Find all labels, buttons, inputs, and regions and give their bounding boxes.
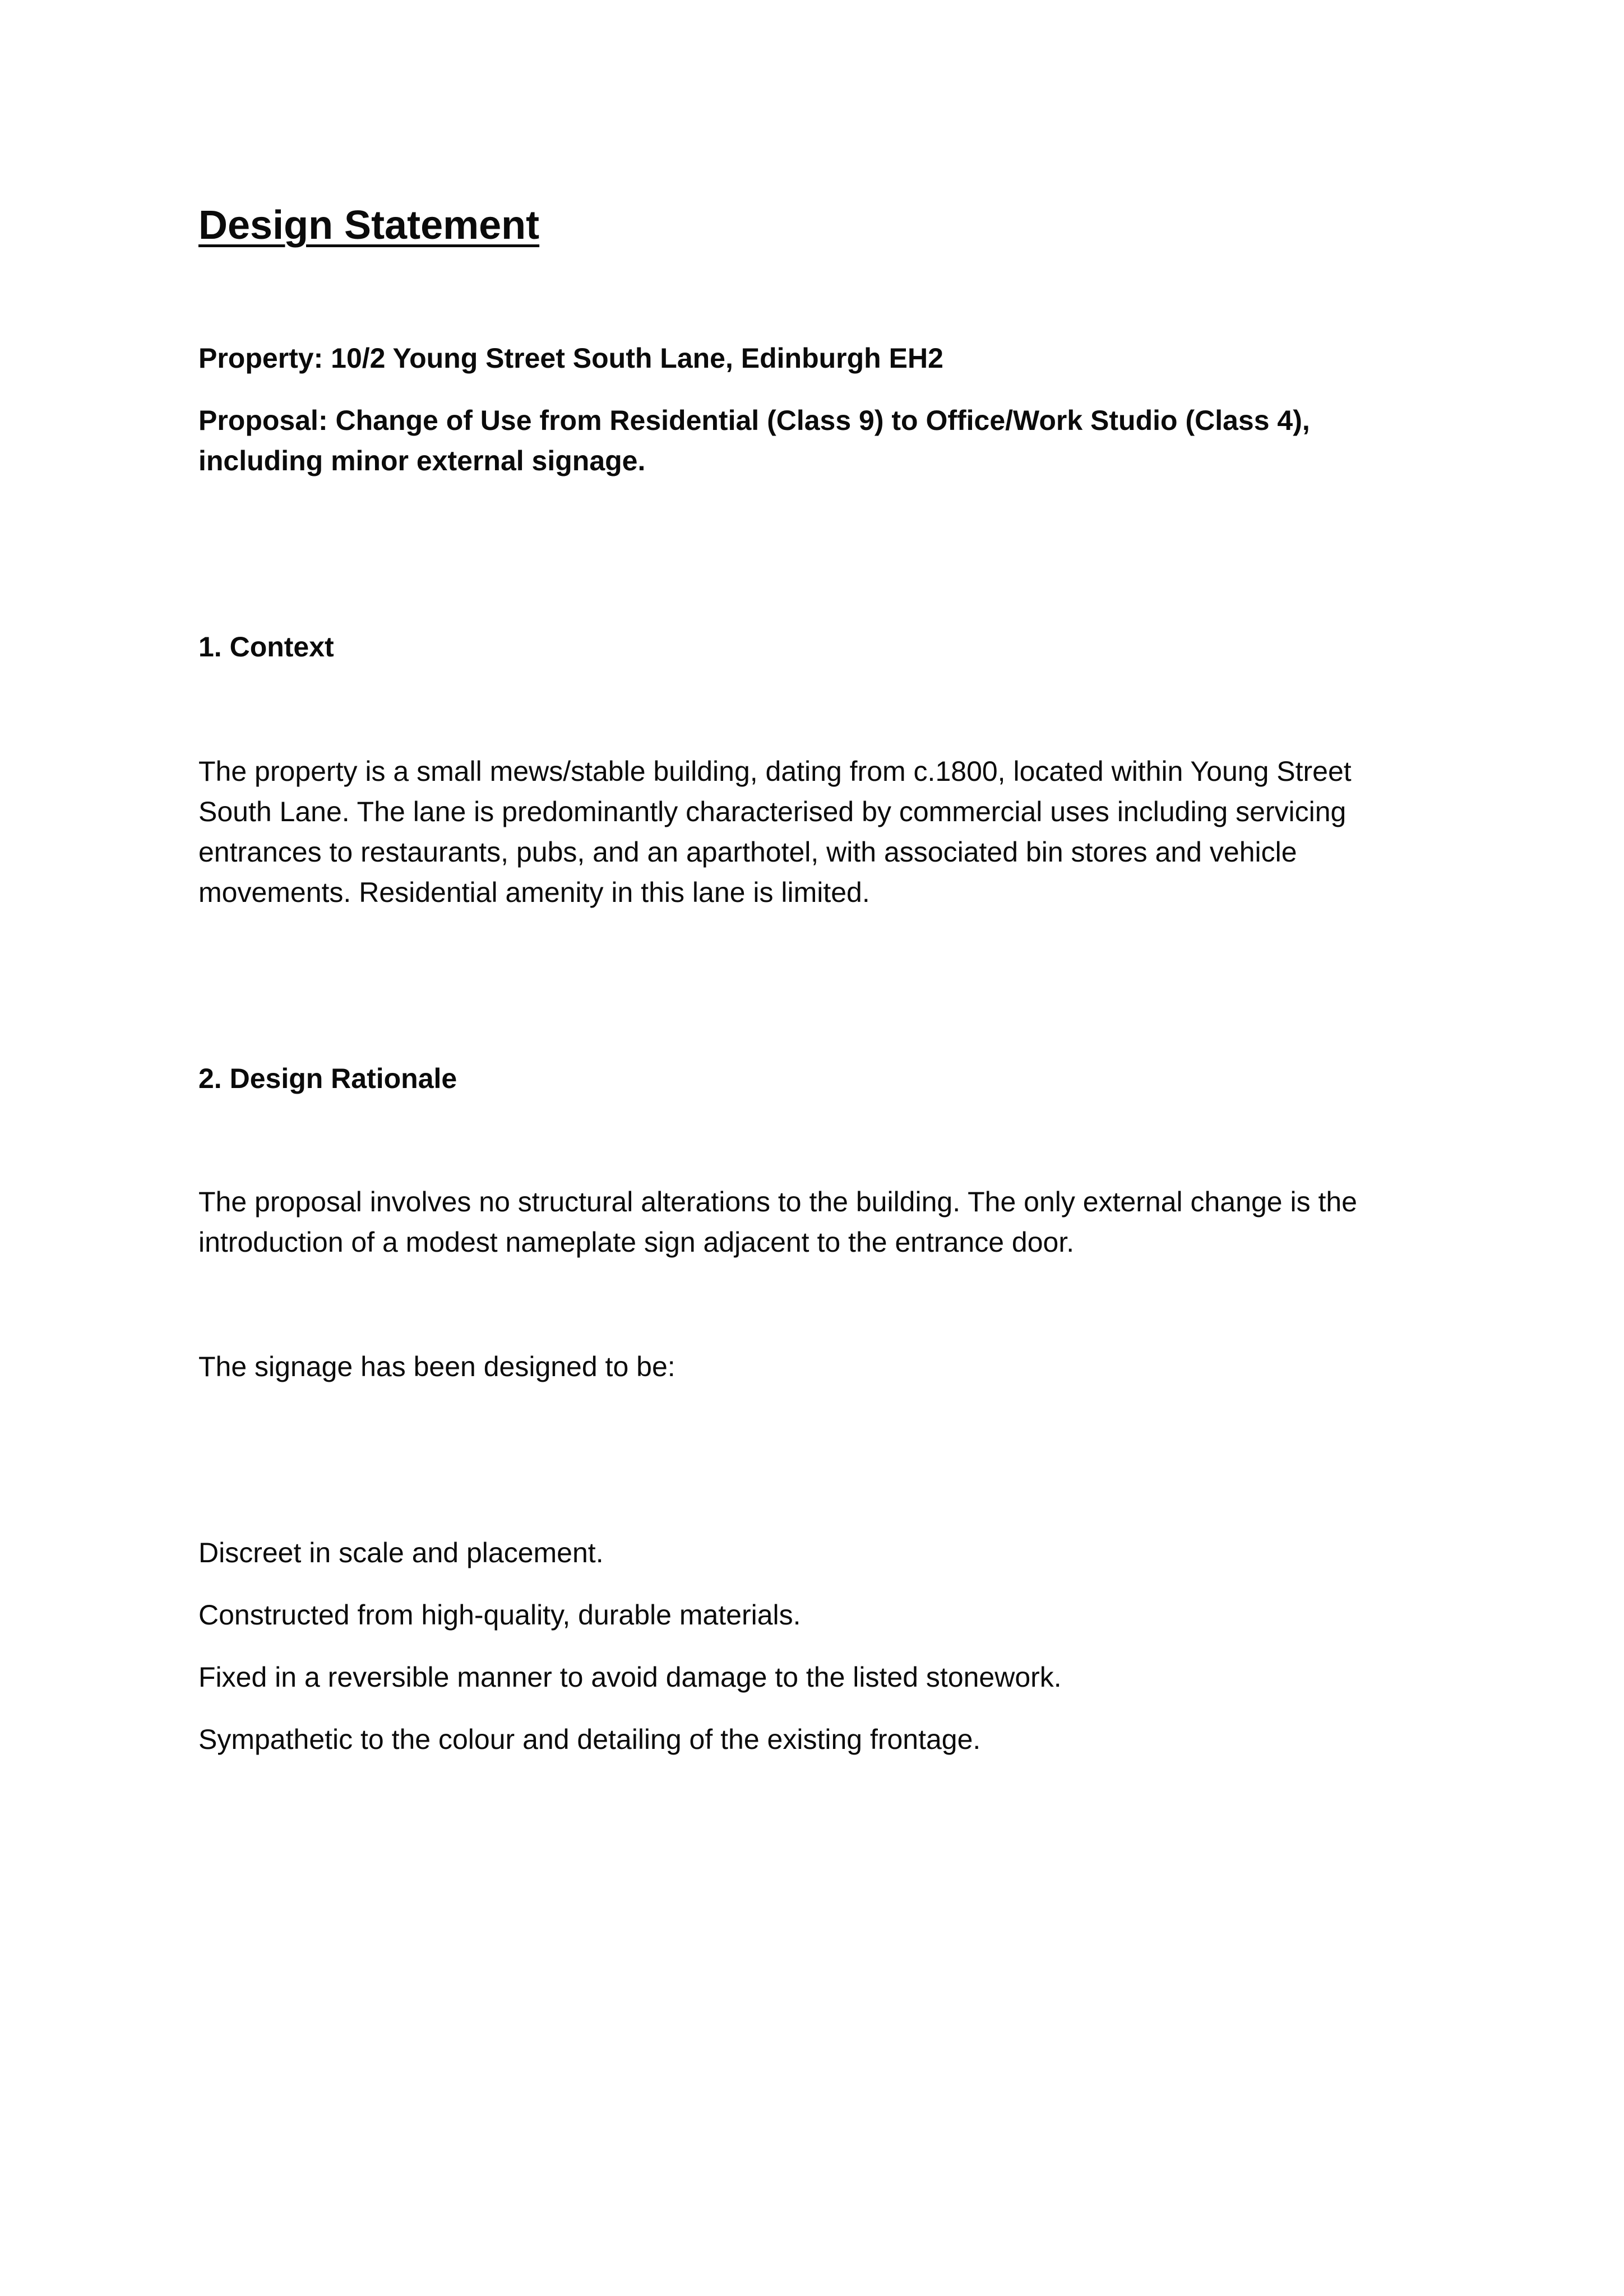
context-paragraph-line-1: The property is a small mews/stable building, dating from c.1800, located within Young Street (198, 756, 1352, 787)
signage-intro: The signage has been designed to be: (198, 1351, 675, 1382)
section-heading-design-rationale: 2. Design Rationale (198, 1063, 457, 1094)
section-heading-context: 1. Context (198, 631, 334, 663)
context-paragraph-line-2: South Lane. The lane is predominantly characterised by commercial uses including servicing (198, 796, 1347, 827)
rationale-paragraph-line-1: The proposal involves no structural alterations to the building. The only external change is the (198, 1186, 1357, 1218)
proposal-line-1: Proposal: Change of Use from Residential (Class 9) to Office/Work Studio (Class 4), (198, 405, 1310, 436)
signage-item-3: Fixed in a reversible manner to avoid damage to the listed stonework. (198, 1661, 1062, 1693)
property-line: Property: 10/2 Young Street South Lane, Edinburgh EH2 (198, 342, 943, 374)
signage-item-4: Sympathetic to the colour and detailing of the existing frontage. (198, 1724, 981, 1755)
proposal-line-2: including minor external signage. (198, 445, 646, 476)
signage-item-2: Constructed from high-quality, durable materials. (198, 1599, 801, 1631)
document-title: Design Statement (198, 203, 540, 248)
rationale-paragraph-line-2: introduction of a modest nameplate sign adjacent to the entrance door. (198, 1226, 1075, 1258)
signage-item-1: Discreet in scale and placement. (198, 1537, 604, 1568)
context-paragraph-line-4: movements. Residential amenity in this lane is limited. (198, 877, 870, 908)
context-paragraph-line-3: entrances to restaurants, pubs, and an aparthotel, with associated bin stores and vehicle (198, 836, 1297, 868)
